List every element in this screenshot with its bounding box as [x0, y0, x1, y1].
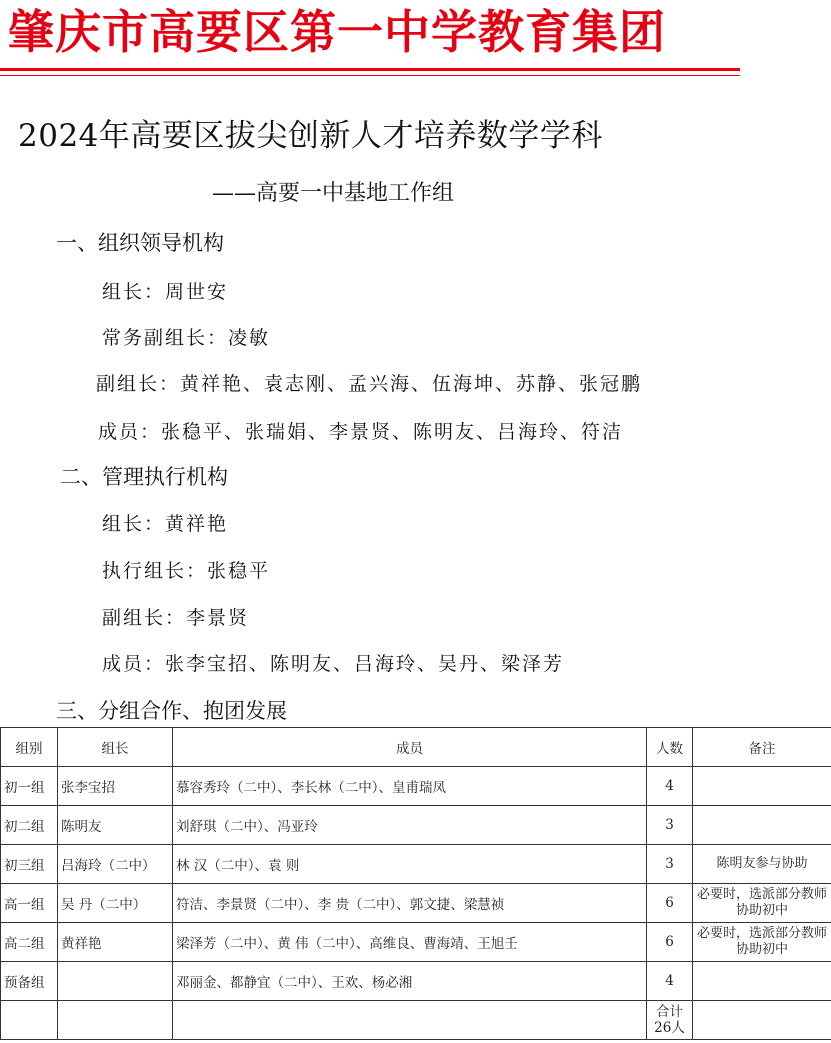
s1-members-line: 成员：张稳平、张瑞娟、李景贤、陈明友、吕海玲、符洁	[98, 421, 624, 443]
cell-leader: 黄祥艳	[58, 923, 173, 962]
col-header-count: 人数	[647, 728, 693, 767]
cell-group: 初二组	[1, 806, 58, 845]
cell-members: 符洁、李景贤（二中）、李 贵（二中）、郭文捷、梁慧祯	[173, 884, 647, 923]
s1-leader-line: 组长：周世安	[102, 281, 229, 303]
cell-members	[173, 1001, 647, 1040]
cell-group: 初一组	[1, 767, 58, 806]
document-title: 2024年高要区拔尖创新人才培养数学学科	[18, 118, 603, 154]
cell-members: 刘舒琪（二中）、冯亚玲	[173, 806, 647, 845]
table-row	[1, 923, 831, 962]
cell-members: 梁泽芳（二中）、黄 伟（二中）、高维良、曹海靖、王旭壬	[173, 923, 647, 962]
section-1-heading: 一、组织领导机构	[56, 231, 224, 255]
cell-leader: 吴 丹（二中）	[58, 884, 173, 923]
cell-note	[693, 767, 831, 806]
col-header-leader: 组长	[58, 728, 173, 767]
s2-leader-line: 组长：黄祥艳	[102, 513, 229, 535]
cell-leader: 张李宝招	[58, 767, 173, 806]
table-row	[1, 962, 831, 1001]
s2-exec-leader-line: 执行组长：张稳平	[102, 560, 271, 582]
cell-note: 必要时，选派部分教师协助初中	[693, 884, 831, 923]
cell-group: 预备组	[1, 962, 58, 1001]
col-header-members: 成员	[173, 728, 647, 767]
group-table	[0, 727, 831, 1040]
cell-group: 高一组	[1, 884, 58, 923]
table-total-row	[1, 1001, 831, 1040]
table-row	[1, 806, 831, 845]
s2-deputy-line: 副组长：李景贤	[102, 607, 250, 629]
cell-total-count: 合计26人	[647, 1001, 693, 1040]
cell-leader	[58, 1001, 173, 1040]
cell-leader: 陈明友	[58, 806, 173, 845]
cell-count: 4	[647, 962, 693, 1001]
cell-group: 初三组	[1, 845, 58, 884]
table-row	[1, 845, 831, 884]
cell-count: 6	[647, 884, 693, 923]
cell-members: 邓丽金、都静宜（二中）、王欢、杨必湘	[173, 962, 647, 1001]
cell-count: 6	[647, 923, 693, 962]
col-header-group: 组别	[1, 728, 58, 767]
cell-note: 必要时，选派部分教师协助初中	[693, 923, 831, 962]
cell-note: 陈明友参与协助	[693, 845, 831, 884]
cell-note	[693, 962, 831, 1001]
cell-members: 慕容秀玲（二中）、李长林（二中）、皇甫瑞凤	[173, 767, 647, 806]
table-row	[1, 767, 831, 806]
cell-members: 林 汉（二中）、袁 则	[173, 845, 647, 884]
col-header-note: 备注	[693, 728, 831, 767]
section-2-heading: 二、管理执行机构	[60, 465, 228, 489]
s1-exec-deputy-line: 常务副组长：凌敏	[102, 327, 271, 349]
cell-group	[1, 1001, 58, 1040]
cell-count: 3	[647, 806, 693, 845]
table-header-row	[1, 728, 831, 767]
cell-leader: 吕海玲（二中）	[58, 845, 173, 884]
s2-members-line: 成员：张李宝招、陈明友、吕海玲、吴丹、梁泽芳	[102, 653, 565, 675]
cell-count: 3	[647, 845, 693, 884]
cell-group: 高二组	[1, 923, 58, 962]
header-rule-thick	[0, 68, 740, 71]
org-header: 肇庆市高要区第一中学教育集团	[8, 5, 666, 59]
cell-note	[693, 806, 831, 845]
header-rule-thin	[0, 75, 740, 76]
table-row	[1, 884, 831, 923]
s1-deputy-line: 副组长：黄祥艳、袁志刚、孟兴海、伍海坤、苏静、张冠鹏	[96, 373, 643, 395]
cell-leader	[58, 962, 173, 1001]
section-3-heading: 三、分组合作、抱团发展	[56, 699, 287, 723]
document-subtitle: ——高要一中基地工作组	[212, 181, 455, 206]
cell-count: 4	[647, 767, 693, 806]
cell-note	[693, 1001, 831, 1040]
